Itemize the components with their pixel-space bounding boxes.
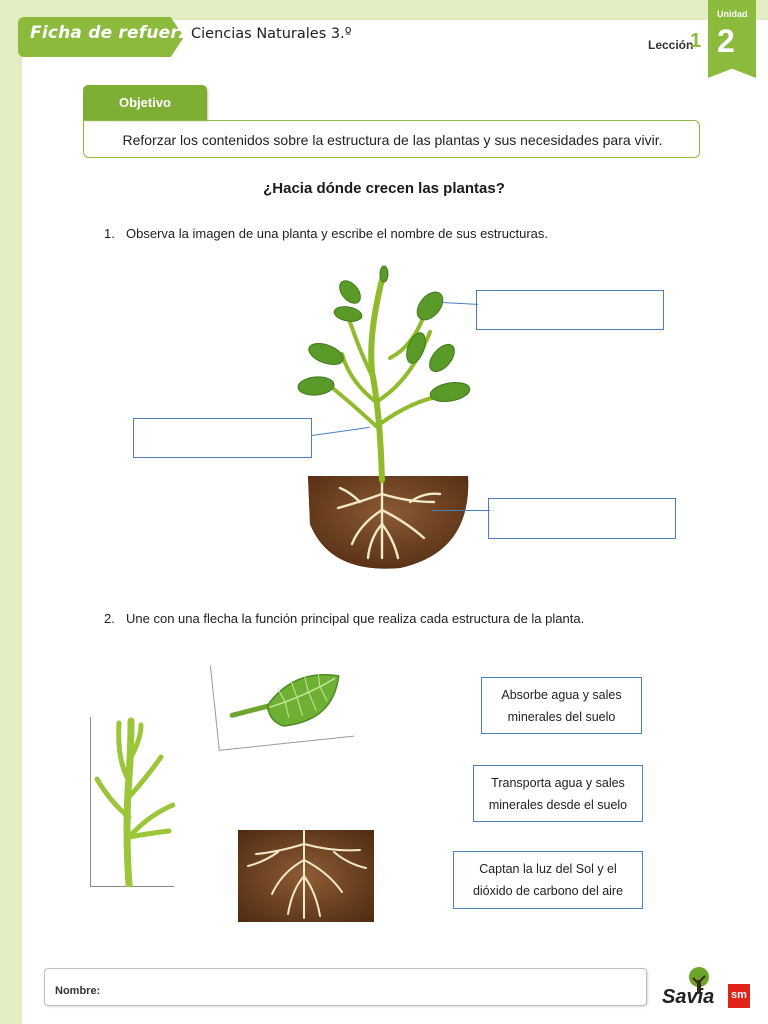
leccion-label: Lección (648, 38, 694, 52)
subject-title: Ciencias Naturales 3.º (191, 26, 352, 42)
objective-tab-label: Objetivo (118, 95, 171, 110)
answer-box-leaves[interactable] (476, 290, 664, 330)
function-line: Absorbe agua y sales (501, 687, 622, 702)
roots-picture (238, 830, 374, 922)
worksheet-title: ¿Hacia dónde crecen las plantas? (263, 180, 505, 197)
roots-illustration (238, 830, 374, 922)
function-text-captan (473, 858, 623, 902)
function-box-absorbe[interactable] (481, 677, 642, 734)
question-1-number: 1. (104, 226, 115, 241)
leaf-picture (210, 651, 354, 751)
plant-illustration (290, 262, 480, 574)
leader-line-roots (432, 510, 490, 511)
unidad-number: 2 (717, 23, 735, 59)
question-2-number: 2. (104, 611, 115, 626)
function-line: minerales desde el suelo (488, 797, 628, 812)
function-text-transporta (489, 772, 627, 816)
function-line: Captan la luz del Sol y el (479, 862, 617, 876)
question-1-text: Observa la imagen de una planta y escribe el nombre de sus estructuras. (126, 226, 549, 241)
name-field[interactable] (44, 968, 647, 1006)
stem-illustration (91, 717, 175, 887)
name-label: Nombre: (55, 985, 101, 997)
function-text-absorbe (501, 684, 621, 728)
stem-picture (90, 717, 174, 887)
sm-logo (728, 984, 750, 1008)
savia-logo: Savia (662, 986, 715, 1008)
answer-box-roots[interactable] (488, 498, 676, 539)
unidad-label: Unidad (717, 9, 748, 19)
page-frame-left (0, 0, 22, 1024)
function-line: dióxido de carbono del aire (472, 884, 624, 898)
function-line: minerales del suelo (507, 709, 616, 724)
header-tab-label: Ficha de refuerzo (30, 23, 201, 43)
objective-box (83, 120, 700, 158)
function-box-captan[interactable] (453, 851, 643, 909)
question-2-text: Une con una flecha la función principal que realiza cada estructura de la planta. (126, 611, 585, 626)
objective-text: Reforzar los contenidos sobre la estructura de las plantas y sus necesidades para vivir. (122, 132, 663, 148)
question-2 (104, 611, 584, 626)
function-line: Transporta agua y sales (491, 775, 625, 790)
sm-logo-text: sm (731, 989, 747, 1001)
objective-tab (83, 85, 207, 120)
answer-box-stem[interactable] (133, 418, 312, 458)
question-1 (104, 226, 548, 241)
leaf-illustration (224, 659, 351, 741)
leccion-number: 1 (690, 30, 702, 52)
function-box-transporta[interactable] (473, 765, 643, 822)
